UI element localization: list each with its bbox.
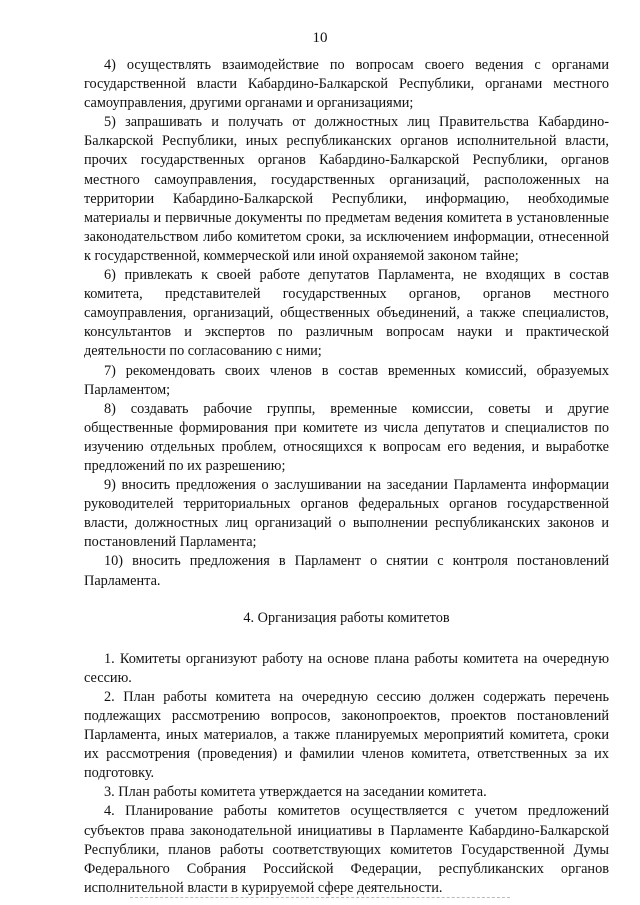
section-item-2: 2. План работы комитета на очередную сессию должен содержать перечень подлежащих рассмотрению вопросов, законопроектов, проектов постановлений Парламента, иных материалов, а также планируемых мероприятий комитета, сроки их рассмотрения (проведения) и фамилии членов комитета, ответственных за их подготовку. <box>84 688 609 782</box>
list-item-4: 4) осуществлять взаимодействие по вопросам своего ведения с органами государственной власти Кабардино-Балкарской Республики, органами местного самоуправления, другими органами и организациями; <box>84 57 609 112</box>
list-item-7: 7) рекомендовать своих членов в состав временных комиссий, образуемых Парламентом; <box>84 362 609 398</box>
list-item-9: 9) вносить предложения о заслушивании на заседании Парламента информации руководителей территориальных органов федеральных органов государственной власти, должностных лиц организаций о выполнении республиканских законов и постановлений Парламента; <box>84 477 609 551</box>
list-item-8: 8) создавать рабочие группы, временные комиссии, советы и другие общественные формирования при комитете из числа депутатов и специалистов по изучению отдельных проблем, относящихся к вопросам его ведения, и выработке предложений по их разрешению; <box>84 400 609 474</box>
section-item-3: 3. План работы комитета утверждается на заседании комитета. <box>104 784 487 801</box>
page-number: 10 <box>312 30 328 46</box>
list-item-10: 10) вносить предложения в Парламент о снятии с контроля постановлений Парламента. <box>84 553 609 589</box>
section-item-4: 4. Планирование работы комитетов осуществляется с учетом предложений субъектов права законодательной инициативы в Парламенте Кабардино-Балкарской Республики, планов работы соответствующих комитетов Государственной Думы Федерального Собрания Российской Федерации, республиканских органов исполнительной власти в курируемой сфере деятельности. <box>84 803 609 896</box>
list-item-6: 6) привлекать к своей работе депутатов Парламента, не входящих в состав комитета, представителей государственных органов, органов местного самоуправления, организаций, общественных объединений, а также специалистов, консультантов и экспертов по различным вопросам науки и практической деятельности по согласованию с ними; <box>84 267 609 360</box>
scan-edge-mark <box>130 897 510 900</box>
document-body <box>84 56 609 898</box>
list-item-5: 5) запрашивать и получать от должностных лиц Правительства Кабардино-Балкарской Республики, иных республиканских органов исполнительной власти, прочих государственных органов Кабардино-Балкарской Республики, органов местного самоуправления, государственных организаций, расположенных на территории Кабардино-Балкарской Республики, информацию, необходимые материалы и первичные документы по предметам ведения комитета в установленные законодательством либо комитетом сроки, за исключением информации, отнесенной к государственной, коммерческой или иной охраняемой законом тайне; <box>84 114 609 264</box>
section-heading: 4. Организация работы комитетов <box>243 609 450 626</box>
section-item-1: 1. Комитеты организуют работу на основе плана работы комитета на очередную сессию. <box>84 650 609 686</box>
